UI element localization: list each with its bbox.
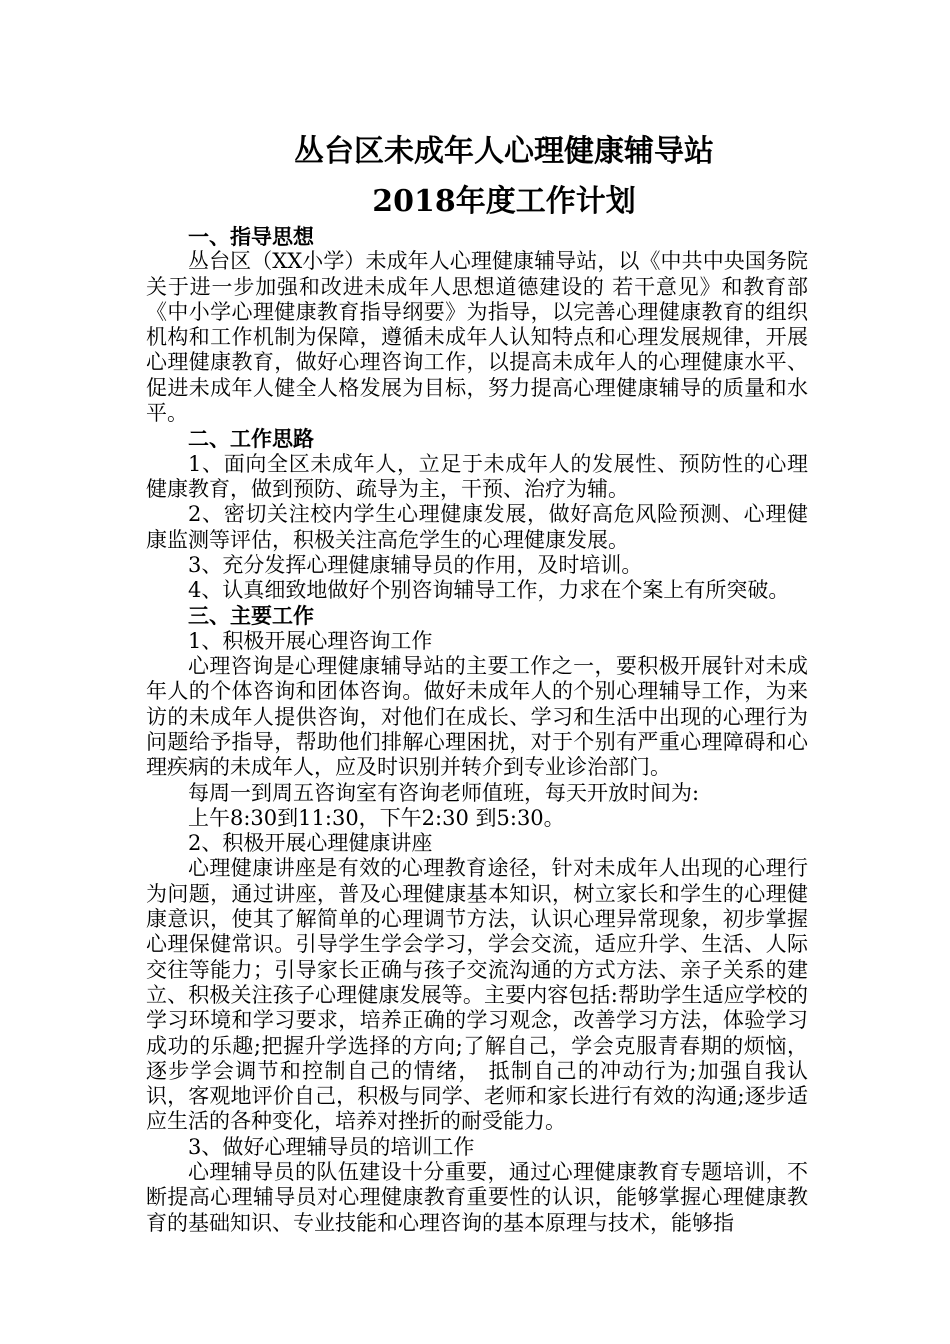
section-heading: 二、工作思路 — [188, 426, 314, 452]
paragraph: 上午8:30到11:30，下午2:30 到5:30。 — [188, 805, 565, 830]
paragraph: 丛台区（XX小学）未成年人心理健康辅导站，以《中共中央国务院关于进一步加强和改进未成年人思想道德建设的 若干意见》和教育部《中小学心理健康教育指导纲要》为指导，以完善心理健康教育的组织机构和工作机制为保障，遵循未成年人认知特点和心理发展规律，开展心理健康教育，做好心理咨询工作，以提高未成年人的心理健康水平、促进未成年人健全人格发展为目标，努力提高心理健康辅导的质量和水平。 — [146, 249, 808, 426]
paragraph: 心理健康讲座是有效的心理教育途径，针对未成年人出现的心理行为问题，通过讲座，普及心理健康基本知识，树立家长和学生的心理健康意识，使其了解简单的心理调节方法，认识心理异常现象，初步掌握心理保健常识。引导学生学会学习，学会交流，适应升学、生活、人际交往等能力；引导家长正确与孩子交流沟通的方式方法、亲子关系的建立、积极关注孩子心理健康发展等。主要内容包括:帮助学生适应学校的学习环境和学习要求，培养正确的学习观念，改善学习方法，体验学习成功的乐趣;把握升学选择的方向;了解自己，学会克服青春期的烦恼，逐步学会调节和控制自己的情绪， 抵制自己的冲动行为;加强自我认识，客观地评价自己，积极与同学、老师和家长进行有效的沟通;逐步适应生活的各种变化，培养对挫折的耐受能力。 — [146, 856, 808, 1134]
paragraph: 3、做好心理辅导员的培训工作 — [188, 1134, 475, 1159]
paragraph: 2、密切关注校内学生心理健康发展，做好高危风险预测、心理健康监测等评估，积极关注高危学生的心理健康发展。 — [146, 502, 808, 552]
paragraph: 心理辅导员的队伍建设十分重要，通过心理健康教育专题培训，不断提高心理辅导员对心理健康教育重要性的认识，能够掌握心理健康教育的基础知识、专业技能和心理咨询的基本原理与技术，能够指 — [146, 1159, 808, 1235]
document-title: 丛台区未成年人心理健康辅导站 — [294, 134, 714, 169]
section-heading: 三、主要工作 — [188, 603, 314, 629]
paragraph: 心理咨询是心理健康辅导站的主要工作之一，要积极开展针对未成年人的个体咨询和团体咨询。做好未成年人的个别心理辅导工作，为来访的未成年人提供咨询，对他们在成长、学习和生活中出现的心理行为问题给予指导，帮助他们排解心理困扰，对于个别有严重心理障碍和心理疾病的未成年人，应及时识别并转介到专业诊治部门。 — [146, 654, 808, 780]
paragraph: 每周一到周五咨询室有咨询老师值班，每天开放时间为: — [188, 780, 700, 805]
section-heading: 一、指导思想 — [188, 224, 314, 249]
document-body — [146, 224, 808, 1236]
paragraph: 4、认真细致地做好个别咨询辅导工作，力求在个案上有所突破。 — [188, 578, 790, 603]
paragraph: 1、积极开展心理咨询工作 — [188, 628, 433, 653]
paragraph: 1、面向全区未成年人，立足于未成年人的发展性、预防性的心理健康教育，做到预防、疏导为主，干预、治疗为辅。 — [146, 451, 808, 501]
paragraph: 2、积极开展心理健康讲座 — [188, 831, 433, 856]
document-subtitle: 2018年度工作计划 — [372, 184, 636, 219]
paragraph: 3、充分发挥心理健康辅导员的作用，及时培训。 — [188, 552, 643, 577]
